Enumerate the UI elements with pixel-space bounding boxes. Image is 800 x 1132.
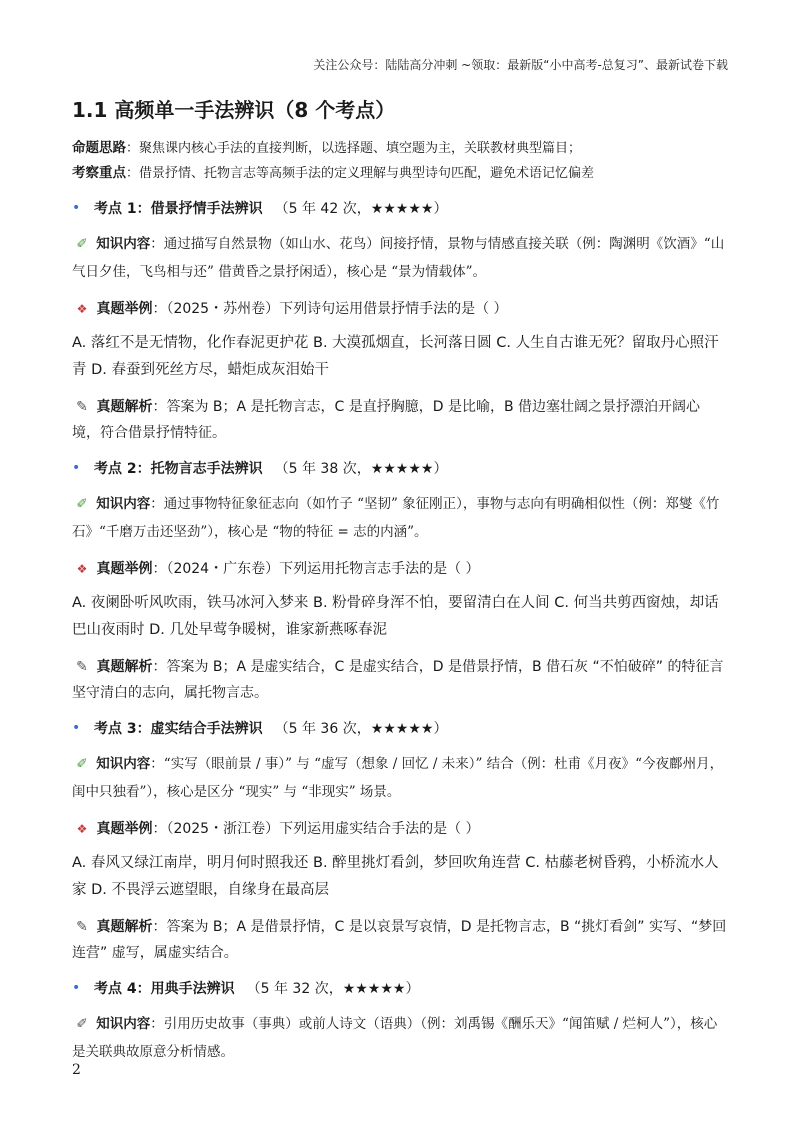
diamond-flower-icon: ❖ [76,302,88,316]
point-label: 考点 2：托物言志手法辨识 [94,461,263,477]
exam-label: 真题举例 [96,821,153,837]
point-1-knowledge [72,230,728,286]
point-2-knowledge [72,490,728,546]
know-label: 知识内容 [96,236,151,252]
section-title: 1.1 高频单一手法辨识（8 个考点） [72,98,396,122]
page-number: 2 [72,1062,81,1078]
idea-label: 命题思路 [72,140,126,156]
answer-text: ：答案为 B；A 是借景抒情，C 是以哀景写哀情，D 是托物言志，B “挑灯看剑” 实写、“梦回连营” 虚写，属虚实结合。 [72,919,727,961]
idea-text: ：聚焦课内核心手法的直接判断，以选择题、填空题为主，关联教材典型篇目； [126,141,582,156]
leaf-pen-icon: ✐ [76,236,88,252]
pencil-icon: ✎ [76,399,88,415]
know-label: 知识内容 [96,1016,151,1032]
point-meta: （5 年 42 次，★★★★★） [274,201,448,217]
exam-label: 真题举例 [96,561,153,577]
point-label: 考点 4：用典手法辨识 [94,981,235,997]
point-3-knowledge [72,750,728,806]
header-note: 关注公众号：陆陆高分冲刺 ~领取：最新版“小中高考-总复习”、最新试卷下载 [313,58,728,72]
exam-text: ：（2024・广东卷）下列运用托物言志手法的是（ ） [152,561,480,577]
leaf-pen-icon: ✐ [76,1016,88,1032]
answer-text: ：答案为 B；A 是托物言志，C 是直抒胸臆，D 是比喻，B 借边塞壮阔之景抒漂泊开阔心境，符合借景抒情特征。 [72,399,701,441]
point-3-exam [72,816,728,842]
point-3-heading [72,716,728,740]
answer-text: ：答案为 B；A 是虚实结合，C 是虚实结合，D 是借景抒情，B 借石灰 “不怕破碎” 的特征言坚守清白的志向，属托物言志。 [72,659,724,701]
exam-text: ：（2025・浙江卷）下列运用虚实结合手法的是（ ） [152,821,480,837]
diamond-flower-icon: ❖ [76,822,88,836]
point-2-answer [72,654,728,706]
intro-idea [72,136,728,161]
answer-label: 真题解析 [96,919,153,935]
know-label: 知识内容 [96,756,151,772]
point-2-exam [72,556,728,582]
point-label: 考点 1：借景抒情手法辨识 [94,201,263,217]
point-1-heading [72,196,728,220]
bullet-dot-icon: • [72,200,81,216]
point-2-options: A. 夜阑卧听风吹雨，铁马冰河入梦来 B. 粉骨碎身浑不怕，要留清白在人间 C. 何当共剪西窗烛，却话巴山夜雨时 D. 几处早莺争暖树，谁家新燕啄春泥 [72,595,719,638]
point-meta: （5 年 32 次，★★★★★） [246,981,420,997]
bullet-dot-icon: • [72,720,81,736]
know-text: ：“实写（眼前景 / 事）” 与 “虚写（想象 / 回忆 / 未来）” 结合（例：杜甫《月夜》“今夜鄜州月，闺中只独看”），核心是区分 “现实” 与 “非现实” 场景。 [72,756,724,800]
point-1-answer [72,394,728,446]
bullet-dot-icon: • [72,980,81,996]
point-meta: （5 年 36 次，★★★★★） [274,721,448,737]
point-1-options: A. 落红不是无情物，化作春泥更护花 B. 大漠孤烟直，长河落日圆 C. 人生自古谁无死？留取丹心照汗青 D. 春蚕到死丝方尽，蜡炬成灰泪始干 [72,335,719,378]
know-text: ：通过描写自然景物（如山水、花鸟）间接抒情，景物与情感直接关联（例：陶渊明《饮酒》“山气日夕佳，飞鸟相与还” 借黄昏之景抒闲适），核心是 “景为情载体”。 [72,236,725,280]
content [72,136,728,1066]
bullet-dot-icon: • [72,460,81,476]
point-4-knowledge [72,1010,728,1066]
intro-focus [72,161,728,186]
exam-label: 真题举例 [96,301,153,317]
leaf-pen-icon: ✐ [76,496,88,512]
know-text: ：引用历史故事（事典）或前人诗文（语典）（例：刘禹锡《酬乐天》“闻笛赋 / 烂柯人”），核心是关联典故原意分析情感。 [72,1016,718,1060]
point-3-answer [72,914,728,966]
point-4-heading [72,976,728,1000]
focus-label: 考察重点 [72,165,126,181]
answer-label: 真题解析 [96,399,153,415]
point-label: 考点 3：虚实结合手法辨识 [94,721,263,737]
diamond-flower-icon: ❖ [76,562,88,576]
pencil-icon: ✎ [76,659,88,675]
answer-label: 真题解析 [96,659,153,675]
point-3-options: A. 春风又绿江南岸，明月何时照我还 B. 醉里挑灯看剑，梦回吹角连营 C. 枯藤老树昏鸦，小桥流水人家 D. 不畏浮云遮望眼，自缘身在最高层 [72,855,719,898]
exam-text: ：（2025・苏州卷）下列诗句运用借景抒情手法的是（ ） [152,301,508,317]
leaf-pen-icon: ✐ [76,756,88,772]
point-1-exam [72,296,728,322]
point-meta: （5 年 38 次，★★★★★） [274,461,448,477]
know-label: 知识内容 [96,496,151,512]
know-text: ：通过事物特征象征志向（如竹子 “坚韧” 象征刚正），事物与志向有明确相似性（例：郑燮《竹石》“千磨万击还坚劲”），核心是 “物的特征 = 志的内涵”。 [72,496,720,540]
pencil-icon: ✎ [76,919,88,935]
focus-text: ：借景抒情、托物言志等高频手法的定义理解与典型诗句匹配，避免术语记忆偏差 [126,166,595,181]
point-2-heading [72,456,728,480]
